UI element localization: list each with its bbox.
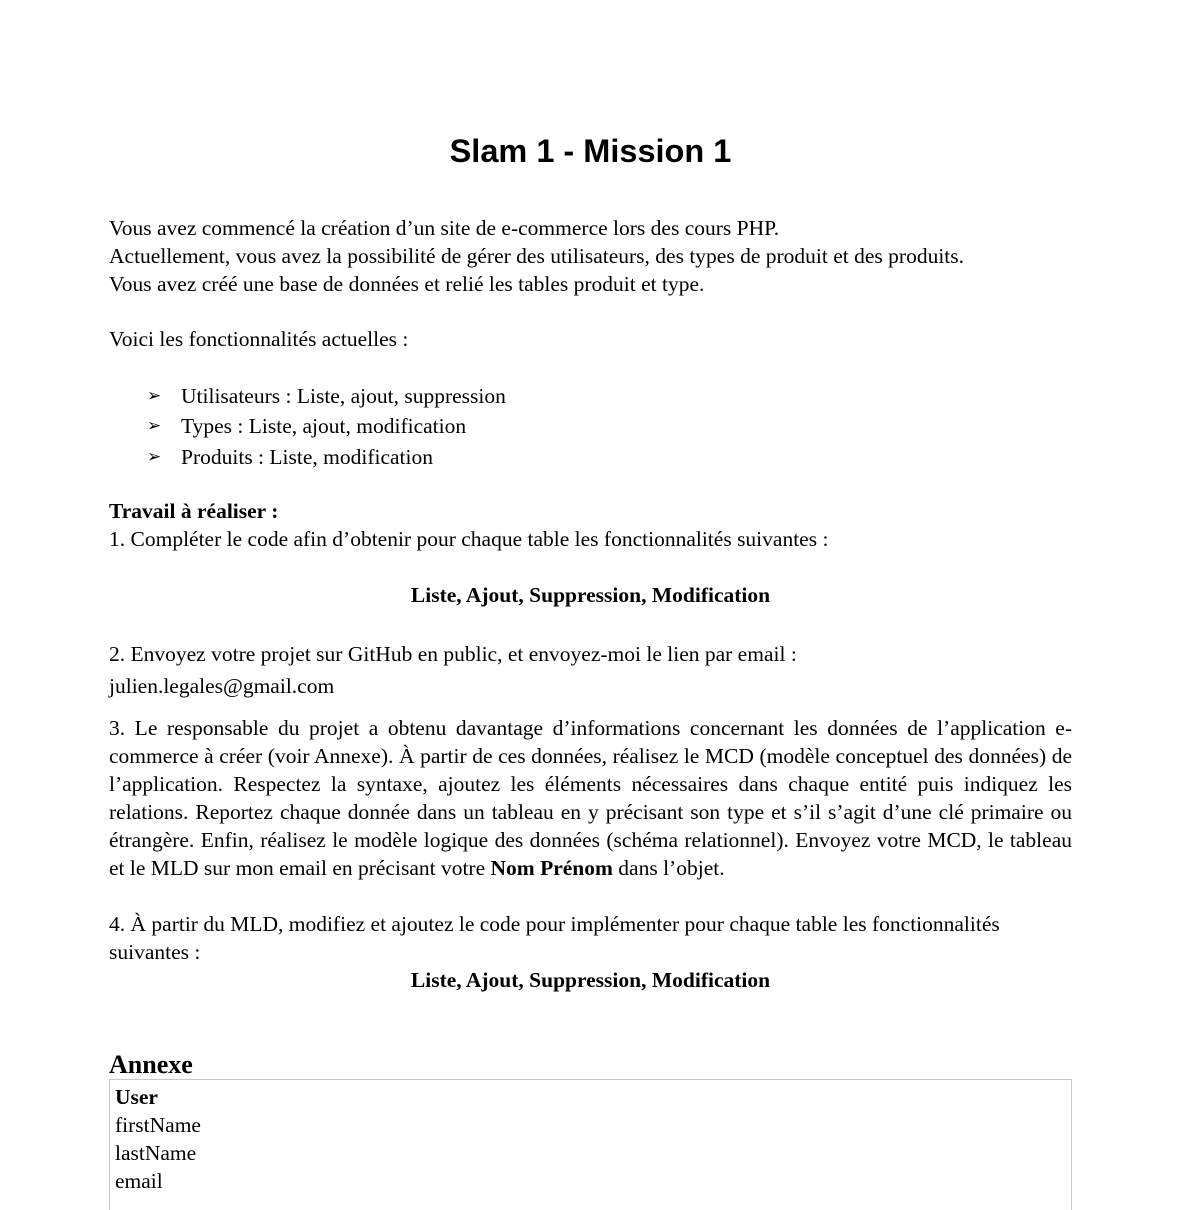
arrow-bullet-icon: ➢ (147, 416, 162, 437)
task-1: 1. Compléter le code afin d’obtenir pour chaque table les fonctionnalités suivantes : (109, 527, 829, 552)
entity-field: firstName (115, 1113, 201, 1138)
task-1-highlight: Liste, Ajout, Suppression, Modification (410, 583, 771, 608)
list-item (147, 442, 1072, 473)
features-list (109, 381, 1072, 473)
list-item-text: Utilisateurs : Liste, ajout, suppression (181, 383, 506, 408)
intro-line: Actuellement, vous avez la possibilité de gérer des utilisateurs, des types de produit et des produits. (109, 243, 965, 268)
task-4: 4. À partir du MLD, modifiez et ajoutez le code pour implémenter pour chaque table les fonctionnalités suivantes : (109, 911, 1000, 964)
list-item (147, 411, 1072, 442)
document-title: Slam 1 - Mission 1 (449, 133, 732, 169)
task-3 (109, 715, 1072, 883)
task-3-text-end: dans l’objet. (612, 855, 725, 880)
task-2: 2. Envoyez votre projet sur GitHub en public, et envoyez-moi le lien par email : (109, 642, 797, 667)
task-2-email: julien.legales@gmail.com (109, 674, 335, 699)
list-item (147, 381, 1072, 412)
intro-section (109, 215, 1072, 299)
annex-entity-box (109, 1079, 1072, 1210)
document-content (109, 132, 1072, 1210)
entity-field: lastName (115, 1141, 197, 1166)
tasks-heading: Travail à réaliser : (109, 499, 279, 524)
entity-name: User (115, 1085, 158, 1110)
features-heading: Voici les fonctionnalités actuelles : (109, 326, 409, 351)
entity-field: email (115, 1169, 163, 1194)
task-3-bold: Nom Prénom (490, 855, 613, 880)
annex-title: Annexe (109, 1049, 193, 1079)
intro-line: Vous avez commencé la création d’un site de e-commerce lors des cours PHP. (109, 216, 780, 240)
arrow-bullet-icon: ➢ (147, 385, 162, 406)
list-item-text: Types : Liste, ajout, modification (181, 414, 467, 439)
task-3-text: 3. Le responsable du projet a obtenu davantage d’informations concernant les données de l’application e-commerce à créer (voir Annexe). À partir de ces données, réalisez le MCD (modèle conceptuel des données) de l’application. Respectez la syntaxe, ajoutez les éléments nécessaires dans chaque entité puis indiquez les relations. Reportez chaque donnée dans un tableau en y précisant son type et s’il s’agit d’une clé primaire ou étrangère. Enfin, réalisez le modèle logique des données (schéma relationnel). Envoyez votre MCD, le tableau et le MLD sur mon email en précisant votre (109, 716, 1072, 880)
task-4-highlight: Liste, Ajout, Suppression, Modification (410, 967, 771, 992)
arrow-bullet-icon: ➢ (147, 446, 162, 467)
intro-line: Vous avez créé une base de données et relié les tables produit et type. (109, 271, 705, 296)
list-item-text: Produits : Liste, modification (181, 444, 434, 469)
